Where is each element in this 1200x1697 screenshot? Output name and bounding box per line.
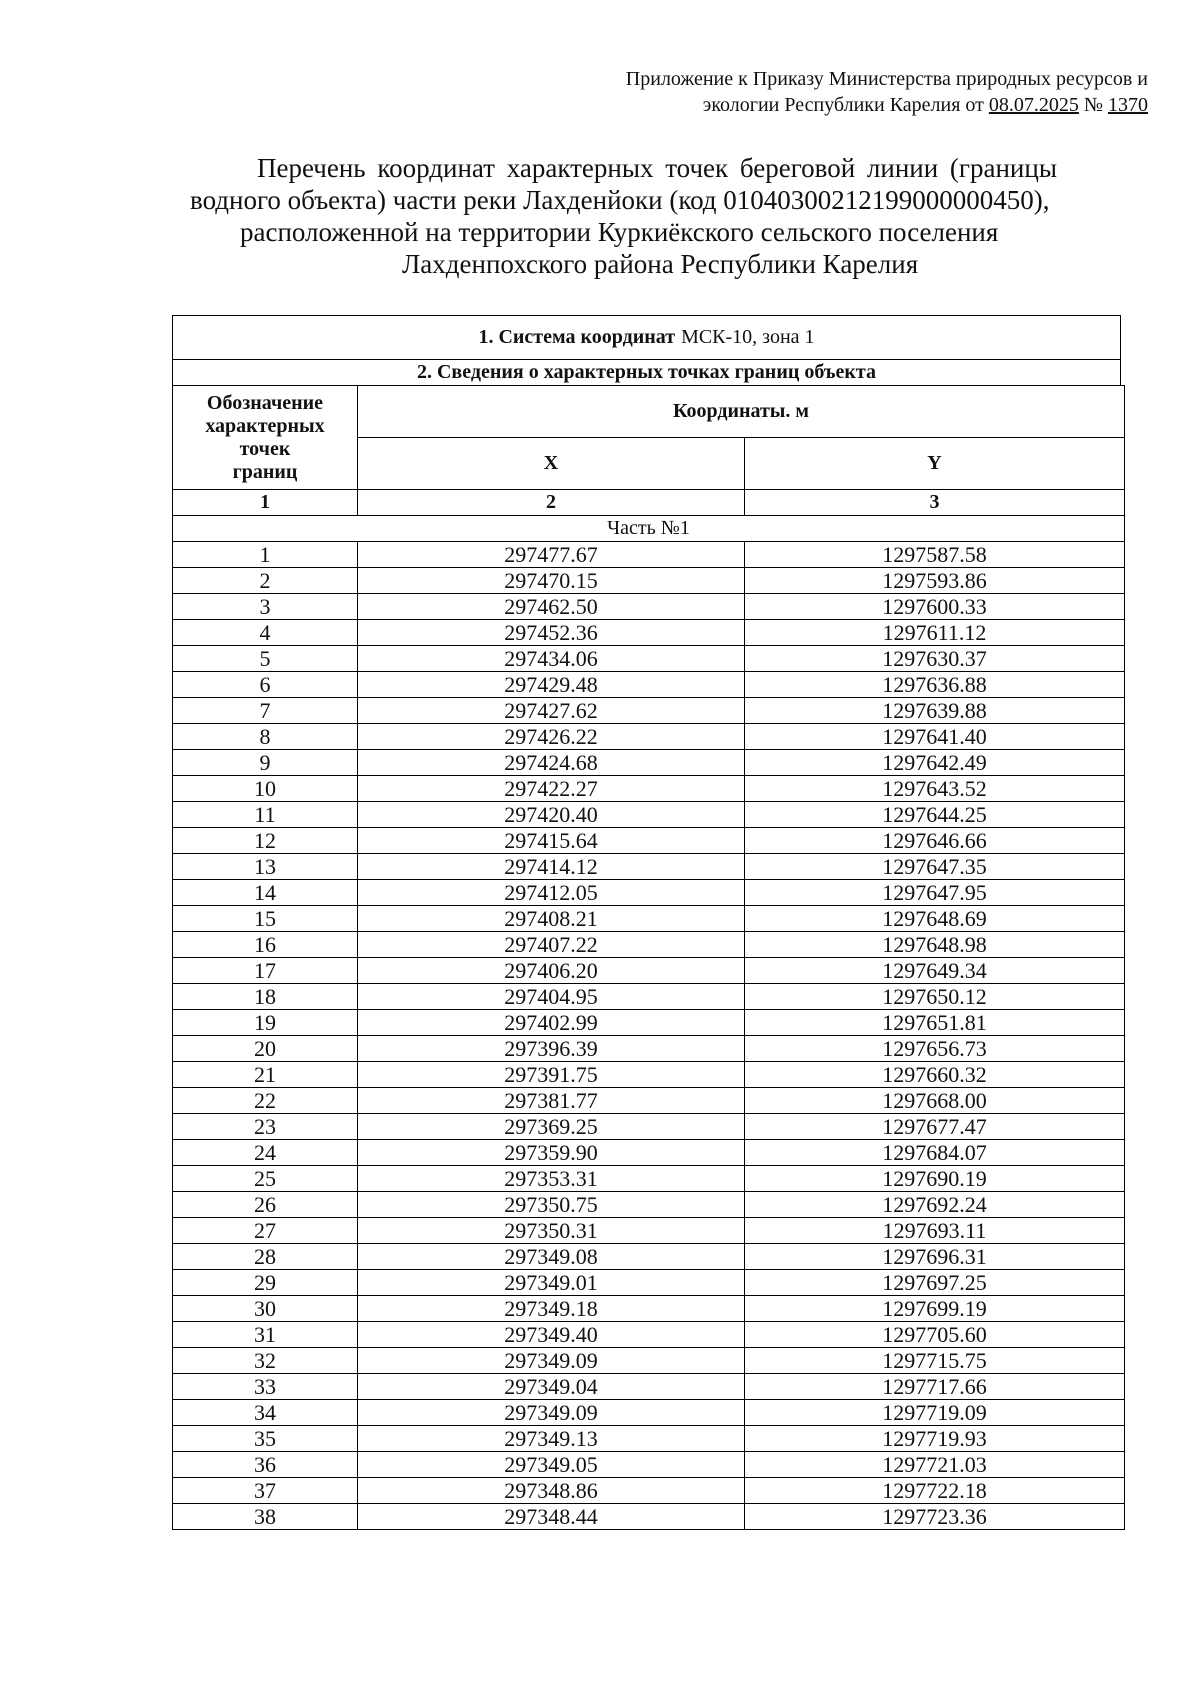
y-coordinate-cell: 1297656.73	[745, 1036, 1125, 1062]
x-coordinate-cell: 297349.09	[358, 1400, 745, 1426]
x-coordinate-cell: 297422.27	[358, 776, 745, 802]
x-coordinate-cell: 297396.39	[358, 1036, 745, 1062]
document-title	[0, 152, 1200, 280]
point-number-cell: 27	[173, 1218, 358, 1244]
y-coordinate-cell: 1297715.75	[745, 1348, 1125, 1374]
point-number-cell: 12	[173, 828, 358, 854]
table-row	[173, 1166, 1125, 1192]
table-row	[173, 1400, 1125, 1426]
x-coordinate-cell: 297404.95	[358, 984, 745, 1010]
x-coordinate-cell: 297412.05	[358, 880, 745, 906]
table-row	[173, 932, 1125, 958]
point-number-cell: 15	[173, 906, 358, 932]
y-coordinate-cell: 1297648.98	[745, 932, 1125, 958]
table-row	[173, 880, 1125, 906]
point-number-cell: 29	[173, 1270, 358, 1296]
point-number-cell: 2	[173, 568, 358, 594]
table-row	[173, 1218, 1125, 1244]
point-header-line: точек	[239, 437, 291, 460]
x-coordinate-cell: 297427.62	[358, 698, 745, 724]
part-label: Часть №1	[173, 516, 1125, 542]
title-line-3: расположенной на территории Куркиёкского сельского поселения	[240, 217, 999, 247]
y-coordinate-cell: 1297647.95	[745, 880, 1125, 906]
x-coordinate-cell: 297349.08	[358, 1244, 745, 1270]
point-number-cell: 38	[173, 1504, 358, 1530]
x-coordinate-cell: 297349.04	[358, 1374, 745, 1400]
table-row	[173, 802, 1125, 828]
table-row	[173, 698, 1125, 724]
title-line-1: Перечень координат характерных точек береговой линии (границы	[257, 153, 1057, 183]
point-number-cell: 10	[173, 776, 358, 802]
point-number-cell: 14	[173, 880, 358, 906]
x-coordinate-cell: 297407.22	[358, 932, 745, 958]
title-line-4: Лахденпохского района Республики Карелия	[402, 249, 919, 279]
point-number-cell: 30	[173, 1296, 358, 1322]
point-number-cell: 21	[173, 1062, 358, 1088]
table-row	[173, 1244, 1125, 1270]
y-coordinate-cell: 1297660.32	[745, 1062, 1125, 1088]
y-coordinate-cell: 1297697.25	[745, 1270, 1125, 1296]
point-number-cell: 7	[173, 698, 358, 724]
order-number: 1370	[1108, 94, 1148, 116]
point-number-cell: 33	[173, 1374, 358, 1400]
point-number-cell: 4	[173, 620, 358, 646]
point-designation-header	[173, 386, 358, 490]
x-coordinate-cell: 297369.25	[358, 1114, 745, 1140]
table-row	[173, 1270, 1125, 1296]
table-row	[173, 1348, 1125, 1374]
x-coordinate-cell: 297350.31	[358, 1218, 745, 1244]
point-number-cell: 17	[173, 958, 358, 984]
point-number-cell: 31	[173, 1322, 358, 1348]
y-coordinate-cell: 1297723.36	[745, 1504, 1125, 1530]
table-row	[173, 1374, 1125, 1400]
table-row	[173, 776, 1125, 802]
table-row	[173, 1504, 1125, 1530]
y-coordinate-cell: 1297668.00	[745, 1088, 1125, 1114]
y-coordinate-cell: 1297646.66	[745, 828, 1125, 854]
y-coordinate-cell: 1297630.37	[745, 646, 1125, 672]
y-coordinate-cell: 1297699.19	[745, 1296, 1125, 1322]
point-number-cell: 20	[173, 1036, 358, 1062]
table-row	[173, 724, 1125, 750]
x-coordinate-cell: 297477.67	[358, 542, 745, 568]
table-row	[173, 672, 1125, 698]
y-coordinate-cell: 1297641.40	[745, 724, 1125, 750]
y-coordinate-cell: 1297651.81	[745, 1010, 1125, 1036]
x-coordinate-cell: 297349.13	[358, 1426, 745, 1452]
point-number-cell: 18	[173, 984, 358, 1010]
column-number: 3	[745, 490, 1125, 516]
x-coordinate-cell: 297415.64	[358, 828, 745, 854]
table-row	[173, 828, 1125, 854]
point-number-cell: 19	[173, 1010, 358, 1036]
point-number-cell: 32	[173, 1348, 358, 1374]
y-coordinate-cell: 1297693.11	[745, 1218, 1125, 1244]
y-coordinate-cell: 1297642.49	[745, 750, 1125, 776]
y-coordinate-cell: 1297644.25	[745, 802, 1125, 828]
y-coordinate-cell: 1297587.58	[745, 542, 1125, 568]
x-coordinate-cell: 297381.77	[358, 1088, 745, 1114]
y-coordinate-cell: 1297717.66	[745, 1374, 1125, 1400]
table-row	[173, 1140, 1125, 1166]
point-number-cell: 13	[173, 854, 358, 880]
x-coordinate-cell: 297359.90	[358, 1140, 745, 1166]
point-header-line: границ	[232, 460, 298, 483]
point-number-cell: 35	[173, 1426, 358, 1452]
appendix-line-2	[626, 92, 1148, 118]
x-coordinate-cell: 297420.40	[358, 802, 745, 828]
y-coordinate-cell: 1297721.03	[745, 1452, 1125, 1478]
point-header-line: характерных	[205, 414, 325, 437]
table-row	[173, 594, 1125, 620]
point-number-cell: 36	[173, 1452, 358, 1478]
table-row	[173, 984, 1125, 1010]
point-number-cell: 16	[173, 932, 358, 958]
table-row	[173, 1296, 1125, 1322]
table-row	[173, 1322, 1125, 1348]
section-title-row: 2. Сведения о характерных точках границ объекта	[172, 359, 1121, 386]
table-row	[173, 1062, 1125, 1088]
point-number-cell: 11	[173, 802, 358, 828]
table-row	[173, 1036, 1125, 1062]
point-number-cell: 1	[173, 542, 358, 568]
x-coordinate-cell: 297462.50	[358, 594, 745, 620]
x-coordinate-cell: 297349.40	[358, 1322, 745, 1348]
x-coordinate-cell: 297406.20	[358, 958, 745, 984]
point-number-cell: 34	[173, 1400, 358, 1426]
column-number: 2	[358, 490, 745, 516]
table-row	[173, 1114, 1125, 1140]
point-number-cell: 5	[173, 646, 358, 672]
order-date: 08.07.2025	[988, 94, 1079, 116]
y-header: Y	[745, 438, 1125, 490]
y-coordinate-cell: 1297593.86	[745, 568, 1125, 594]
x-coordinate-cell: 297452.36	[358, 620, 745, 646]
y-coordinate-cell: 1297692.24	[745, 1192, 1125, 1218]
table-row	[173, 620, 1125, 646]
x-coordinate-cell: 297348.44	[358, 1504, 745, 1530]
x-coordinate-cell: 297470.15	[358, 568, 745, 594]
x-coordinate-cell: 297348.86	[358, 1478, 745, 1504]
table-row	[173, 1088, 1125, 1114]
table-row	[173, 1452, 1125, 1478]
x-coordinate-cell: 297349.05	[358, 1452, 745, 1478]
point-number-cell: 24	[173, 1140, 358, 1166]
coordinates-table	[172, 385, 1125, 1530]
coordinate-system-label: 1. Система координат	[478, 326, 676, 348]
table-row	[173, 1426, 1125, 1452]
y-coordinate-cell: 1297650.12	[745, 984, 1125, 1010]
point-number-cell: 23	[173, 1114, 358, 1140]
coordinate-system-row	[172, 315, 1121, 360]
number-sign: №	[1078, 94, 1108, 116]
point-number-cell: 25	[173, 1166, 358, 1192]
x-coordinate-cell: 297349.09	[358, 1348, 745, 1374]
y-coordinate-cell: 1297611.12	[745, 620, 1125, 646]
point-number-cell: 26	[173, 1192, 358, 1218]
y-coordinate-cell: 1297600.33	[745, 594, 1125, 620]
y-coordinate-cell: 1297684.07	[745, 1140, 1125, 1166]
x-coordinate-cell: 297426.22	[358, 724, 745, 750]
table-row	[173, 750, 1125, 776]
y-coordinate-cell: 1297636.88	[745, 672, 1125, 698]
y-coordinate-cell: 1297677.47	[745, 1114, 1125, 1140]
y-coordinate-cell: 1297690.19	[745, 1166, 1125, 1192]
point-number-cell: 3	[173, 594, 358, 620]
table-row	[173, 958, 1125, 984]
x-coordinate-cell: 297349.01	[358, 1270, 745, 1296]
y-coordinate-cell: 1297719.09	[745, 1400, 1125, 1426]
column-number: 1	[173, 490, 358, 516]
point-number-cell: 6	[173, 672, 358, 698]
y-coordinate-cell: 1297696.31	[745, 1244, 1125, 1270]
y-coordinate-cell: 1297649.34	[745, 958, 1125, 984]
x-coordinate-cell: 297408.21	[358, 906, 745, 932]
y-coordinate-cell: 1297647.35	[745, 854, 1125, 880]
table-row	[173, 854, 1125, 880]
appendix-line-1: Приложение к Приказу Министерства природных ресурсов и	[625, 68, 1148, 90]
point-number-cell: 37	[173, 1478, 358, 1504]
x-coordinate-cell: 297349.18	[358, 1296, 745, 1322]
x-coordinate-cell: 297353.31	[358, 1166, 745, 1192]
x-coordinate-cell: 297350.75	[358, 1192, 745, 1218]
table-row	[173, 1192, 1125, 1218]
point-header-line: Обозначение	[206, 391, 324, 414]
title-line-2: водного объекта) части реки Лахденйоки (код 01040300212199000000450),	[190, 185, 1050, 215]
point-number-cell: 9	[173, 750, 358, 776]
x-coordinate-cell: 297402.99	[358, 1010, 745, 1036]
y-coordinate-cell: 1297722.18	[745, 1478, 1125, 1504]
table-row	[173, 1010, 1125, 1036]
x-coordinate-cell: 297391.75	[358, 1062, 745, 1088]
y-coordinate-cell: 1297643.52	[745, 776, 1125, 802]
x-header: X	[358, 438, 745, 490]
y-coordinate-cell: 1297719.93	[745, 1426, 1125, 1452]
x-coordinate-cell: 297424.68	[358, 750, 745, 776]
x-coordinate-cell: 297434.06	[358, 646, 745, 672]
x-coordinate-cell: 297414.12	[358, 854, 745, 880]
table-row	[173, 646, 1125, 672]
y-coordinate-cell: 1297639.88	[745, 698, 1125, 724]
point-number-cell: 22	[173, 1088, 358, 1114]
table-row	[173, 568, 1125, 594]
table-row	[173, 542, 1125, 568]
appendix-note	[626, 66, 1148, 118]
coordinate-system-value: МСК-10, зона 1	[681, 326, 815, 348]
table-row	[173, 1478, 1125, 1504]
point-number-cell: 8	[173, 724, 358, 750]
y-coordinate-cell: 1297648.69	[745, 906, 1125, 932]
y-coordinate-cell: 1297705.60	[745, 1322, 1125, 1348]
x-coordinate-cell: 297429.48	[358, 672, 745, 698]
table-row	[173, 906, 1125, 932]
point-number-cell: 28	[173, 1244, 358, 1270]
appendix-prefix: экологии Республики Карелия от	[702, 94, 989, 116]
coordinates-header: Координаты. м	[358, 386, 1125, 438]
